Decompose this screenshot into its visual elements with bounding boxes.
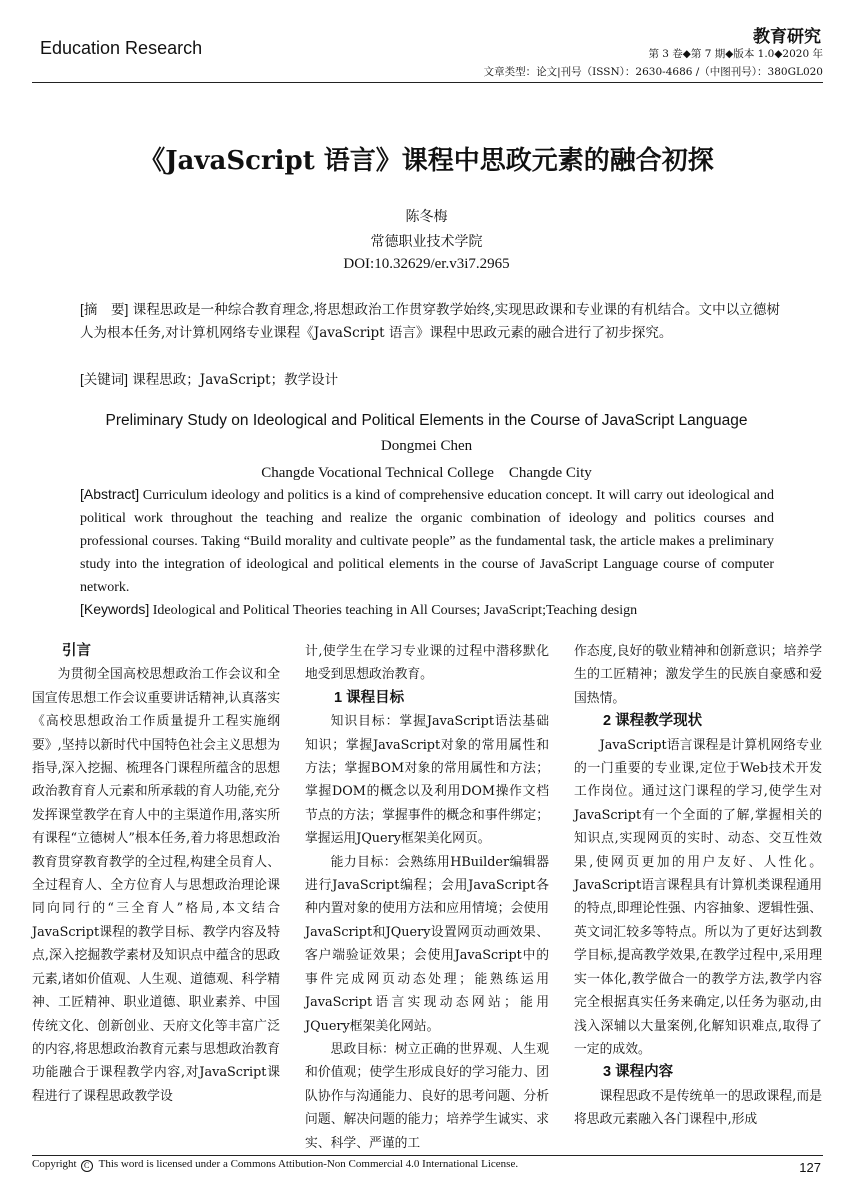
ability-goal-paragraph: 能力目标：会熟练用HBuilder编辑器进行JavaScript编程；会用JavaScript各种内置对象的使用方法和应用情境；会使用JavaScript和JQuery设置网页动画效果、客户端验证效果；会使用JavaScript中的事件完成网页动态处理；能熟练运用JavaScript语言实现动态网站；能用JQuery框架美化网站。 xyxy=(305,854,549,1034)
header-divider xyxy=(32,82,823,83)
abstract-cn-label: [摘 要] xyxy=(80,302,129,317)
ideology-goal-paragraph: 思政目标：树立正确的世界观、人生观和价值观；使学生形成良好的学习能力、团队协作与沟通能力、良好的思考问题、分析问题、解决问题的能力；培养学生诚实、求实、科学、严谨的工 xyxy=(305,1041,549,1151)
journal-name-cn: 教育研究 xyxy=(753,27,821,47)
paper-title: 《JavaScript 语言》课程中思政元素的融合初探 xyxy=(139,146,714,176)
section-heading-3: 3 课程内容 xyxy=(603,1064,674,1081)
copyright-c-icon: C xyxy=(81,1160,93,1172)
keywords-cn-label: [关键词] xyxy=(80,372,129,387)
page-number: 127 xyxy=(799,1160,821,1175)
abstract-cn xyxy=(80,298,780,345)
keywords-cn xyxy=(80,368,780,392)
article-type-info: 文章类型：论文|刊号（ISSN）：2630-4686 /（中图刊号）：380GL020 xyxy=(483,66,823,78)
issue-info: 第 3 卷◆第 7 期◆版本 1.0◆2020 年 xyxy=(648,48,823,60)
author-name: 陈冬梅 xyxy=(405,209,448,225)
body-column-1 xyxy=(32,640,280,1108)
intro-paragraph-continued: 计,使学生在学习专业课的过程中潜移默化地受到思想政治教育。 xyxy=(305,644,549,683)
doi: DOI:10.32629/er.v3i7.2965 xyxy=(343,256,510,272)
abstract-en-label: [Abstract] xyxy=(80,486,140,502)
footer-divider xyxy=(32,1155,823,1156)
keywords-cn-text: 课程思政；JavaScript；教学设计 xyxy=(128,372,339,388)
section-heading-intro: 引言 xyxy=(62,643,91,659)
keywords-en-text: Ideological and Political Theories teaching in All Courses; JavaScript;Teaching design xyxy=(149,603,638,618)
english-affiliation: Changde Vocational Technical College Changde City xyxy=(261,465,592,481)
english-author: Dongmei Chen xyxy=(380,438,473,454)
keywords-en-label: [Keywords] xyxy=(80,601,150,617)
section-heading-2: 2 课程教学现状 xyxy=(603,713,703,730)
body-column-2 xyxy=(305,640,549,1155)
intro-paragraph: 为贯彻全国高校思想政治工作会议和全国宣传思想工作会议重要讲话精神,认真落实《高校思想政治工作质量提升工程实施纲要》,坚持以新时代中国特色社会主义思想为指导,深入挖掘、梳理各门课程所蕴含的思想政治教育育人元素和所承载的育人功能,充分发挥课堂教学在育人中的主渠道作用,落实所有课程“立德树人”根本任务,着力将思想政治教育贯穿教育教学的全过程,构建全员育人、全过程育人、全方位育人与思想政治理论课同向同行的“三全育人”格局,本文结合JavaScript课程的教学目标、教学内容及特点,深入挖掘教学素材及知识点中蕴含的思政元素,诸如价值观、人生观、道德观、科学精神、工匠精神、职业道德、职业素养、中国传统文化、创新创业、天府文化等丰富广泛的内容,将思想政治教育元素与思想政治教育功能融合于课程教学内容,对JavaScript课程进行了课程思政教学设 xyxy=(32,667,280,1104)
author-affiliation: 常德职业技术学院 xyxy=(370,234,483,250)
abstract-cn-text: 课程思政是一种综合教育理念,将思想政治工作贯穿教学始终,实现思政课和专业课的有机结合。文中以立德树人为根本任务,对计算机网络专业课程《JavaScript 语言》课程中思政元素的融合进行了初步探究。 xyxy=(80,302,780,341)
copyright-label: Copyright xyxy=(32,1158,77,1170)
license-footer xyxy=(32,1158,518,1172)
knowledge-goal-paragraph: 知识目标：掌握JavaScript语法基础知识；掌握JavaScript对象的常用属性和方法；掌握BOM对象的常用属性和方法；掌握DOM的概念以及利用DOM操作文档节点的方法；掌握事件的概念和事件绑定；掌握运用JQuery框架美化网页。 xyxy=(305,714,549,847)
abstract-en-text: Curriculum ideology and politics is a kind of comprehensive education concept. It will carry out ideological and political work throughout the teaching and realize the organic combination of ideology and politics courses and professional courses. Taking “Build morality and cultivate people” as the fundamental task, the article makes a preliminary study into the integration of ideological and political elements in the course of JavaScript Language course of computer network. xyxy=(80,488,774,595)
body-column-3 xyxy=(574,640,822,1132)
course-content-paragraph: 课程思政不是传统单一的思政课程,而是将思政元素融入各门课程中,形成 xyxy=(574,1088,822,1128)
english-title: Preliminary Study on Ideological and Political Elements in the Course of JavaScript Language xyxy=(105,412,748,429)
teaching-status-paragraph: JavaScript语言课程是计算机网络专业的一门重要的专业课,定位于Web技术开发工作岗位。通过这门课程的学习,使学生对JavaScript有一个全面的了解,掌握相关的知识点,实现网页的实时、动态、交互性效果,使网页更加的用户友好、人性化。JavaScript语言课程具有计算机类课程通用的特点,即理论性强、内容抽象、逻辑性强、英文词汇较多等特点。所以为了更好达到教学目标,提高教学效果,在教学过程中,采用理实一体化,教学做合一的教学方法,教学内容完全根据真实任务来确定,以任务为驱动,由浅入深辅以大量案例,化解知识难点,取得了一定的成效。 xyxy=(574,737,822,1057)
license-text: This word is licensed under a Commons Attibution-Non Commercial 4.0 International License. xyxy=(98,1158,519,1170)
keywords-en xyxy=(80,598,774,622)
abstract-en xyxy=(80,483,774,599)
section-heading-1: 1 课程目标 xyxy=(334,689,405,706)
journal-name-en: Education Research xyxy=(40,38,203,58)
ideology-goal-continued: 作态度,良好的敬业精神和创新意识；培养学生的工匠精神；激发学生的民族自豪感和爱国热情。 xyxy=(574,644,822,706)
